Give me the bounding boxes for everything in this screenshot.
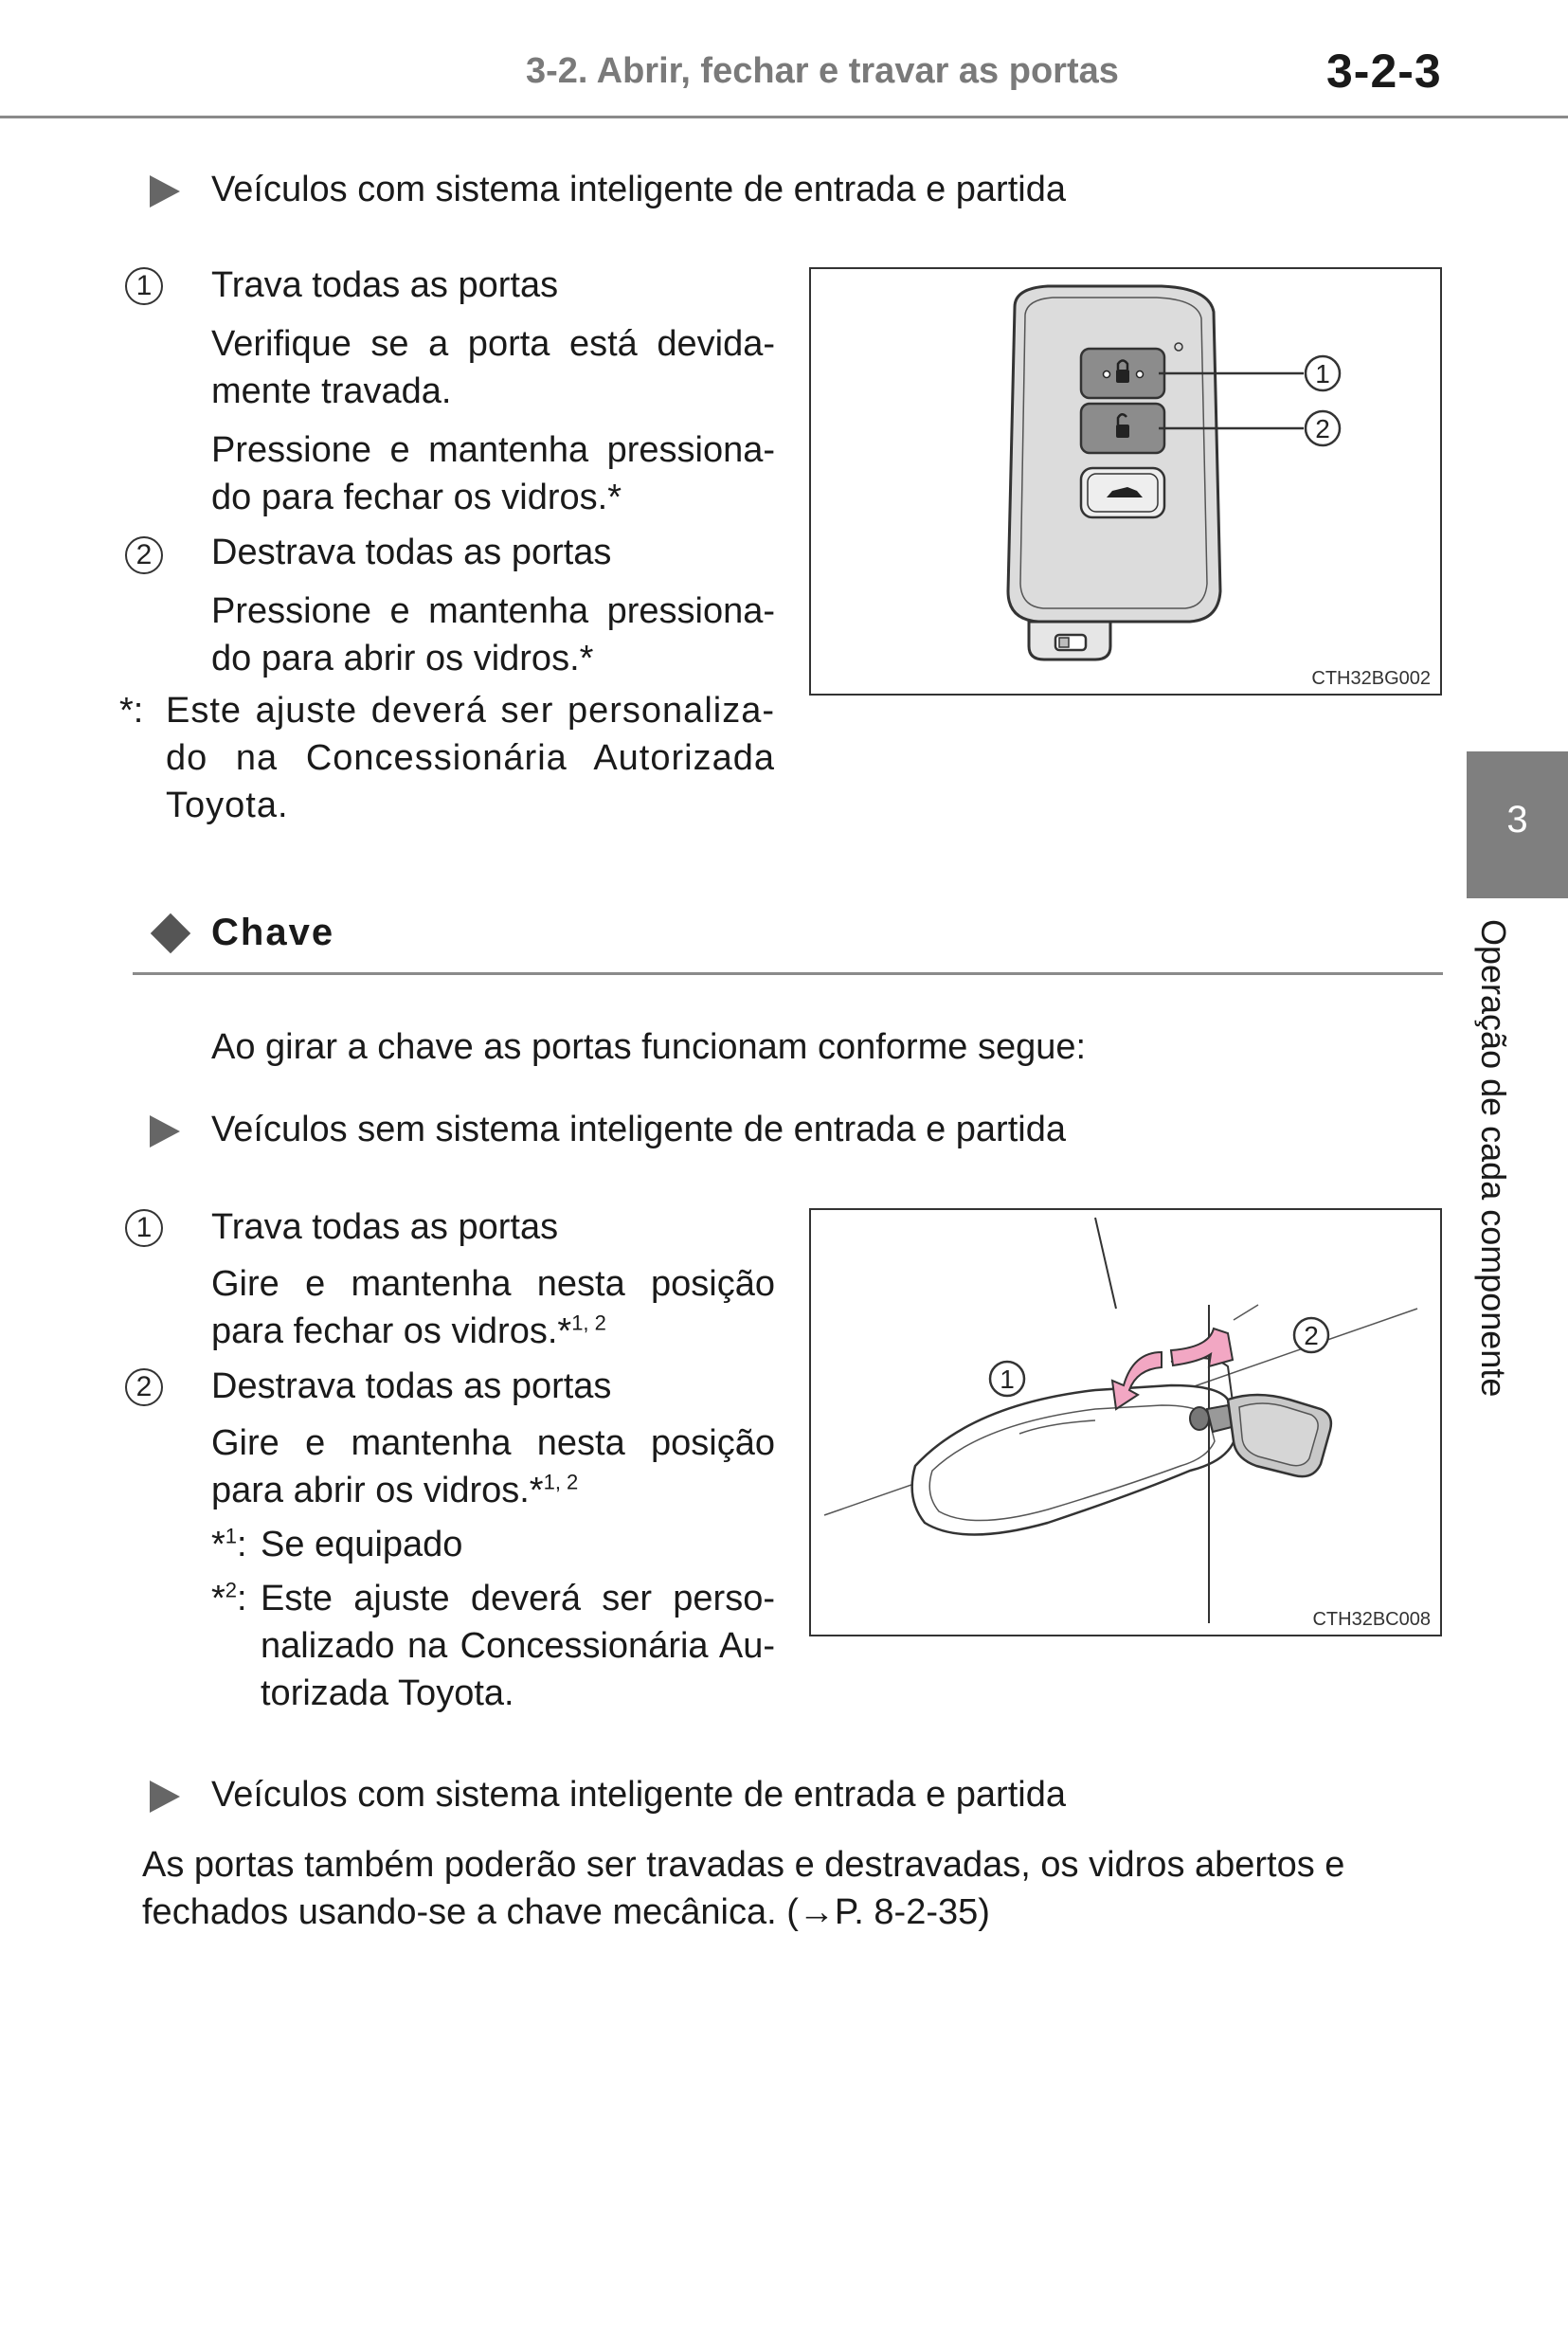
door-key-illustration <box>811 1210 1440 1635</box>
callout-number-1: 1 <box>125 1209 163 1247</box>
footnote-text: Este ajuste deverá ser personaliza-do na Concessionária Autorizada Toyota. <box>166 691 775 825</box>
callout-number-2: 2 <box>125 1368 163 1406</box>
chapter-title-vertical: Operação de cada componente <box>1474 919 1513 1398</box>
item-title: Destrava todas as portas <box>211 533 612 572</box>
chapter-tab[interactable] <box>1467 751 1568 898</box>
footnote-marker: *$^1$: <box>211 1524 247 1564</box>
item-description: Gire e mantenha nesta posição para fechar os vidros.*$^{1, 2}$ <box>211 1264 775 1351</box>
item-description: Pressione e mantenha pressiona-do para abrir os vidros.* <box>211 591 775 678</box>
item-description: Pressione e mantenha pressiona-do para fechar os vidros.* <box>211 430 775 517</box>
footnote-marker: *: <box>119 691 144 731</box>
footnote-text: Este ajuste deverá ser perso-nalizado na Concessionária Au-torizada Toyota. <box>261 1579 775 1713</box>
header-divider <box>0 116 1568 118</box>
item-description: Verifique se a porta está devida-mente travada. <box>211 324 775 411</box>
item-title: Trava todas as portas <box>211 1207 559 1247</box>
figure-code: CTH32BC008 <box>1312 1609 1431 1630</box>
smart-key-figure <box>809 267 1442 696</box>
figure-callout-2: 2 <box>1304 1321 1319 1350</box>
block3-heading: Veículos com sistema inteligente de entrada e partida <box>211 1775 1066 1815</box>
section-title: 3-2. Abrir, fechar e travar as portas <box>526 51 1119 91</box>
item-description: Gire e mantenha nesta posição para abrir os vidros.*$^{1, 2}$ <box>211 1423 775 1510</box>
diamond-bullet-icon <box>151 913 190 953</box>
figure-code: CTH32BG002 <box>1311 668 1431 689</box>
play-triangle-icon <box>150 175 180 208</box>
block1-heading: Veículos com sistema inteligente de entrada e partida <box>211 170 1066 209</box>
section-heading: Chave <box>211 912 335 953</box>
body-paragraph: As portas também poderão ser travadas e destravadas, os vidros abertos e fechados usando-se a chave mecânica. (→P. 8-2-35) <box>142 1845 1345 1932</box>
section-divider <box>133 972 1443 975</box>
page-number: 3-2-3 <box>1326 45 1442 98</box>
chapter-number: 3 <box>1506 799 1528 841</box>
play-triangle-icon <box>150 1781 180 1813</box>
figure-callout-2: 2 <box>1315 414 1330 443</box>
block2-heading: Veículos sem sistema inteligente de entrada e partida <box>211 1110 1066 1149</box>
footnote-text: Se equipado <box>261 1525 463 1564</box>
section-intro: Ao girar a chave as portas funcionam conforme segue: <box>211 1027 1087 1067</box>
callout-number-2: 2 <box>125 536 163 574</box>
callout-number-1: 1 <box>125 267 163 305</box>
door-key-figure <box>809 1208 1442 1636</box>
figure-callout-1: 1 <box>1315 359 1330 389</box>
smart-key-illustration <box>811 269 1440 694</box>
figure-callout-1: 1 <box>1000 1365 1015 1394</box>
footnote-marker: *$^2$: <box>211 1578 247 1618</box>
item-title: Destrava todas as portas <box>211 1366 612 1406</box>
play-triangle-icon <box>150 1115 180 1148</box>
item-title: Trava todas as portas <box>211 265 559 305</box>
